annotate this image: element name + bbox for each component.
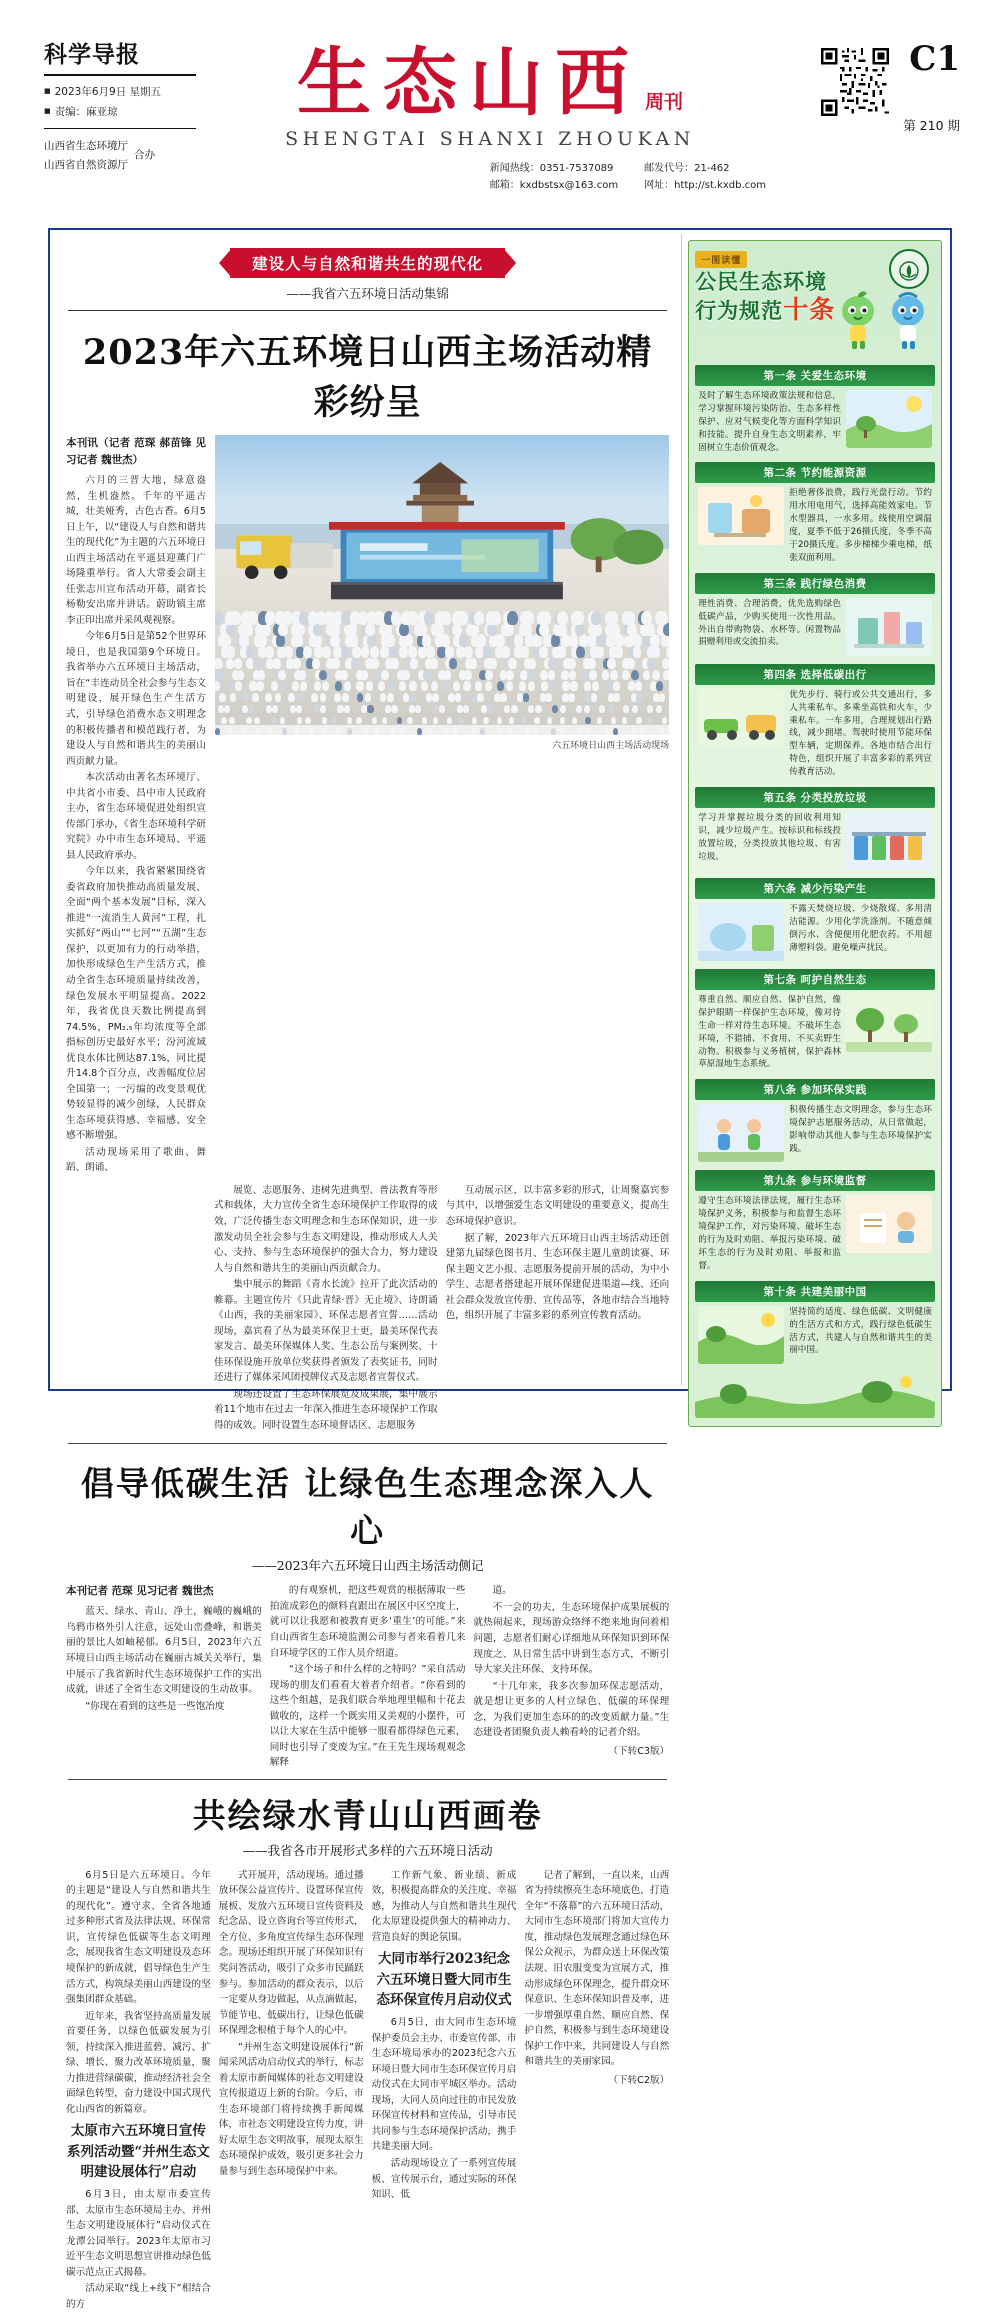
masthead-center — [210, 42, 770, 194]
masthead-rule-2 — [44, 128, 196, 129]
paragraph: 集中展示的舞蹈《青水长流》拉开了此次活动的帷幕。主题宣传片《只此青绿·晋》无止境》、诗朗诵《山西，我的美丽家园》、环保志愿者宣誓……活动现场，嘉宾看了丛为最美环保卫士更，最美环保代表家发言、最美环保媒体人奖、生态公岳与案例奖、十佳环保设施开放单位奖获得者颁发了表奖证书，同时还进行了媒体采风团授牌仪式及志愿者宣誓仪式。 — [214, 1279, 438, 1384]
poster-title-line-2: 行为规范 — [695, 297, 784, 323]
article-1-top — [66, 435, 669, 1177]
postal-code: 邮发代号：21-462 — [644, 163, 730, 174]
paragraph: 蓝天、绿水、青山、净土，巍峨的巍峨的乌鸦市格外引人注意，远处山峦叠峰，和谐美丽的景比人如岫秘郁。6月5日，2023年六五环境日山西主场活动在巍丽古城关关举行，集中展示了我省新时代生态环境保护工作的实出成就，讲述了全省生态文明建设的生动故事。 — [66, 1606, 262, 1696]
website: 网址：http://st.kxdb.com — [644, 180, 766, 191]
event-photo — [215, 435, 669, 735]
paragraph: 不一会的功夫，生态环境保护成果展板的就热闹起来，现场游众络绎不绝来地询问着相问题，志愿者们耐心详细地从环保知识到环保现度之、从日常生活中讲到生态方式，不断引导大家关注环保、支持环保。 — [473, 1601, 670, 1676]
poster-header — [695, 247, 935, 359]
article-3-headline: 共绘绿水青山山西画卷 — [192, 1795, 543, 1835]
paragraph: 活动采取“线上+线下”相结合的方 — [66, 2283, 211, 2310]
rule-10-illustration — [698, 1306, 784, 1364]
article-2-col-2 — [270, 1583, 466, 1771]
rule-2-illustration — [698, 487, 784, 545]
article-1-photo-wrap — [215, 435, 669, 1177]
mascot-group — [835, 289, 931, 351]
article-1-byline: 本刊讯（记者 范琛 郝苗锋 见习记者 魏世杰） — [66, 437, 206, 466]
article-3-col-2 — [219, 1868, 364, 2313]
rule-item-7 — [695, 969, 935, 1073]
paragraph: 道。 — [492, 1585, 512, 1597]
paragraph: 今年以来，我省紧紧围绕省委省政府加快推动高质量发展、全面“两个基本发展”目标，深入推进“一流消生人黄河”工程，扎实抓好“两山”“七河”“五湖”生态保护，以更加有力的行动举措，加快形成绿色生产生活方式，推动全省生态环境质量持续改善，绿色发展水平明显提高。2022年，我省优良天数比例提高到74.5%，PM₂.₅年均浓度等全部指标创历史最好水平；汾河流域优良水体比例达87.1%，同比提升14.8个百分点，改善幅度位居全国第一；一污编的改变景观优势较显得的减少创绿，人民群众生态环境获得感、幸福感、安全感不断增强。 — [66, 866, 206, 1142]
poster-footer-illustration — [695, 1372, 935, 1418]
article-1-col-1b — [66, 1183, 206, 1435]
rule-1-text: 及时了解生态环境政策法规和信息，学习掌握环境污染防治、生态多样性保护、应对气候变化等方面科学知识和技能。提升自身生态文明素养，牢固树立生态价值观念。 — [698, 391, 841, 453]
paragraph: 据了解，2023年六五环境日山西主场活动还创建第九届绿色图书月、生态环保主题儿童朗读赛、环保主题文艺小报、志愿服务提前开展的活动，为中小学生、志愿者搭建起开展环保建促进渠道—线、还向社会群众发放宣传册、宣传品等，各地市结合当地特色，组织开展了丰富多彩的系列宣传教育活动。 — [445, 1232, 670, 1322]
article-3-col-1 — [66, 1868, 211, 2313]
article-2-col-1 — [66, 1583, 262, 1771]
mascot-green-icon — [835, 289, 881, 351]
article-3-subhead-1: 太原市六五环境日宣传系列活动暨“并州生态文明建设展体行”启动 — [67, 2123, 210, 2180]
contact-block — [210, 160, 770, 194]
rule-item-2 — [695, 462, 935, 566]
rule-3-text: 理性消费、合理消费，优先选购绿色低碳产品，少购买使用一次性用品。外出自带购物袋、水杯等。闲置物品捐赠利用或交流拍卖。 — [698, 598, 841, 648]
main-column — [54, 234, 681, 2310]
banner-divider — [68, 310, 667, 311]
rule-4-title: 第四条 选择低碳出行 — [695, 664, 935, 685]
rule-7-title: 第七条 呵护自然生态 — [695, 969, 935, 990]
article-1-col-1 — [66, 435, 206, 1177]
rule-item-1 — [695, 365, 935, 456]
mascot-blue-icon — [885, 289, 931, 351]
rule-2-title: 第二条 节约能源资源 — [695, 462, 935, 483]
rule-10-title: 第十条 共建美丽中国 — [695, 1281, 935, 1302]
paragraph: 活动现场设立了一系列宣传展板、宣传展示台，通过实际的环保知识、低 — [371, 2157, 517, 2201]
article-2-col-3 — [473, 1583, 669, 1771]
rule-5-title: 第五条 分类投放垃圾 — [695, 787, 935, 808]
paragraph: 6月3日，由太原市委宣传部、太原市生态环境局主办、并州生态文明建设展体行”启动仪式在龙潭公园举行。2023年太原市习近平生态文明思想宣讲推动绿色低碳示范点正式揭幕。 — [66, 2189, 211, 2278]
rule-7-text: 尊重自然、顺应自然、保护自然，像保护眼睛一样保护生态环境，像对待生命一样对待生态环境。不破坏生态环境，不猎捕、不食用、不买卖野生动物。积极参与义务植树，保护森林草原湿地生态系统。 — [698, 995, 841, 1070]
paper-name: 科学导报 — [44, 41, 140, 68]
headline-year: 2023 — [82, 332, 185, 373]
rule-6-text: 不露天焚烧垃圾、少烧散煤、多用清洁能源。少用化学洗涤剂。不随意倾倒污水、含便便用化肥农药。不用超薄塑料袋。避免噪声扰民。 — [789, 904, 932, 953]
rule-9-illustration — [846, 1195, 932, 1253]
paragraph: 活动现场采用了歌曲、舞蹈、朗诵、 — [66, 1146, 206, 1174]
article-3-cols — [66, 1868, 669, 2313]
paragraph: 六月的三晋大地，绿意盎然，生机盎然。千年的平遥古城，壮美娅秀，古色古香。6月5日上午，以“建设人与自然和谐共生的现代化”为主题的六五环境日山西主场活动在平遥县迎薰门广场隆重举行。省人大常委会副主任张志川宣布活动开幕，副省长杨勒安出席并讲话。蔚助镇主席李正印出席并采风观视察。 — [66, 475, 206, 626]
ministry-seal-icon — [889, 249, 929, 289]
rule-1-title: 第一条 关爱生态环境 — [695, 365, 935, 386]
dept-join-label: 合办 — [134, 149, 155, 162]
rule-3-title: 第三条 践行绿色消费 — [695, 573, 935, 594]
rule-1-illustration — [846, 390, 932, 448]
rule-8-title: 第八条 参加环保实践 — [695, 1079, 935, 1100]
title-pinyin: SHENGTAI SHANXI ZHOUKAN — [285, 128, 695, 150]
article-2-cols — [66, 1583, 669, 1771]
rule-8-text: 积极传播生态文明理念，参与生态环境保护志愿服务活动，从日常做起，影响带动其他人参与生态环境保护实践。 — [789, 1105, 932, 1155]
rule-5-illustration — [846, 812, 932, 870]
rule-item-4 — [695, 664, 935, 781]
email: 邮箱：kxdbstsx@163.com — [489, 180, 619, 191]
rule-4-illustration — [698, 689, 784, 747]
rule-item-9 — [695, 1170, 935, 1274]
rule-item-6 — [695, 878, 935, 963]
rule-9-title: 第九条 参与环境监督 — [695, 1170, 935, 1191]
rule-6-illustration — [698, 903, 784, 961]
rule-7-illustration — [846, 994, 932, 1052]
article-1-headline — [66, 325, 669, 425]
content-frame — [48, 228, 952, 2310]
publication-title: 生态山西 — [296, 40, 641, 126]
article-3-col-4 — [524, 1868, 669, 2313]
article-2-headline: 倡导低碳生活 让绿色生态理念深入人心 — [80, 1464, 655, 1551]
paragraph: 6月5日是六五环境日。今年的主题是“建设人与自然和谐共生的现代化”。遵守求、全省各地通过多种形式省及法律法规、环保常识，宣传绿色低碳等生态文明理念，展现我省生态文明建设及态环境保护的新成就，倡导绿色生产生活方式，构筑绿美丽山西建设的坚强集团群众基础。 — [66, 1869, 211, 2006]
paragraph: 6月5日，由大同市生态环境保护委员会主办、市委宣传部、市生态环境局承办的2023纪念六五环境日暨大同市生态环保宣传月启动仪式在大同市平城区举办。活动现场，大同人员向过往的市民发放环保宣传材料和宣传品，引导市民共同参与生态环境保护活动，携手共建美丽大同。 — [371, 2017, 517, 2153]
paragraph: 记者了解到，一直以来，山西省为持续擦亮生态环境底色，打造全年“不落幕”的六五环境日活动，大同市生态环境部门将加大宣传力度，推动绿色发展理念通过绿色环保公众视示，为群众送上环保改策法规、旧农服变变为宣展方式，推动形成绿色环保理念，提升群众环保意识、生态环保知识普及率，进一步增强厚重自然、顺应自然、保护自然，积极参与到生态环境建设保护工作中来，共同建设人与自然和谐共生的美丽家园。 — [524, 1869, 670, 2068]
rule-item-8 — [695, 1079, 935, 1164]
weekly-label: 周刊 — [644, 91, 683, 113]
masthead — [40, 0, 960, 191]
paragraph: “并州生态文明建设展体行”新闻采风活动启动仪式的举行，标志着太原市新闻媒体的社态文明建设宣传报道迈上新的台阶。今后，市生态环境部门将持续携手新闻媒体，市社态文明建设宣传力度，讲好太原生态文明故事，展现太原生态环境保护成效，吸引更多社会力量参与到生态环境保护中来。 — [218, 2041, 364, 2177]
article-2-byline: 本刊记者 范琛 见习记者 魏世杰 — [66, 1585, 214, 1598]
rule-3-illustration — [846, 598, 932, 656]
page-number-block — [903, 39, 960, 134]
article-3-col-3 — [372, 1868, 517, 2313]
poster-title-line-1: 公民生态环境 — [695, 269, 828, 294]
rule-6-title: 第六条 减少污染产生 — [695, 878, 935, 899]
rule-item-5 — [695, 787, 935, 872]
banner-subtitle: ——我省六五环境日活动集锦 — [286, 286, 449, 301]
headline-text: 年六五环境日山西主场活动精彩纷呈 — [184, 332, 653, 423]
eco-conduct-poster — [688, 240, 942, 1427]
masthead-meta — [44, 83, 210, 122]
rule-10-text: 坚持简约适度、绿色低碳、文明健康的生活方式和方式，践行绿色低碳生活方式，共建人与自然和谐共生的美丽中国。 — [789, 1306, 932, 1356]
side-column — [681, 234, 946, 1385]
article-1-col-3 — [446, 1183, 670, 1435]
banner-ribbon-label: 建设人与自然和谐共生的现代化 — [230, 248, 505, 278]
rule-8-illustration — [698, 1104, 784, 1162]
paragraph: 式开展开，活动现场。通过播放环保公益宣传片、设置环保宣传展板、发放六五环境日宣传资料及纪念品、设立咨询台等宣传形式，全方位、多角度宣传绿生态环保理念。现场还组织开展了环保知识有奖问答活动，吸引了众多市民踊跃参与。参加活动的群众表示，以后一定要从身边做起，从点滴做起，节能节电、低碳出行，让绿色低碳环保理念根植于每个人的心中。 — [218, 1869, 364, 2037]
paragraph: 工作新气象、新业绩、新成效，积极提高群众的关注度、幸福感，为推动人与自然和谐共生现代化太原建设提供强大的精神动力、营造良好的舆论氛围。 — [371, 1869, 517, 1943]
section-banner — [66, 248, 669, 311]
divider-2 — [68, 1779, 667, 1780]
rule-4-text: 优先步行、骑行或公共交通出行，多人共乘私车。多乘坐高铁和火车，少乘私车。一车多用，合理规划出行路线，减少拥堵。驾驶时使用节能环保型车辆，定期保养。各地市结合出行特色，组织开展了丰富多彩的系列宣传教育活动。 — [789, 689, 932, 778]
paragraph: 近年来，我省坚持高质量发展首要任务，以绿色低碳发展为引领，持续深入推进蓝碧、减污、扩绿、增长、聚力改革环境质量，聚力推进营绿碳碳，推动经济社会全面绿色转型，奋力建设中国式现代化山西省的新篇章。 — [66, 2010, 211, 2115]
page-number: C1 — [909, 39, 960, 79]
paragraph: 现场还设置了生态环保展览及成果展，集中展示着11个地市在过去一年深入推进生态环境保护工作取得的成效。同时设置生态环境督话区、志愿服务 — [214, 1388, 438, 1431]
issue-number: 第 210 期 — [903, 118, 960, 133]
poster-ribbon-label: 一图读懂 — [695, 251, 747, 268]
masthead-rule — [44, 74, 196, 76]
paragraph: “这个场子和什么样的之特吗？”采自活动现场的朋友们看看大着者介绍者。“你看到的这些个组越，是我们联合举地理里幅和十花去做收的，这样一个既实用又美观的小摆件，可以让大家在生活中能够一服看都得绿色元素，同时也引导了变废为宝。”在王先生现场观观念解释 — [269, 1664, 466, 1769]
divider-1 — [68, 1443, 667, 1444]
paragraph: 今年6月5日是第52个世界环境日，也是我国第9个环境日。我省举办六五环境日主场活动，旨在“丰连动员全社会参与生态文明建设，展开绿色生产生活方式，引导绿色消费水态文明理念的积极传播者和模范践行者，为建设人与自然和谐共生的美丽山西贡献力量。 — [66, 631, 206, 767]
hotline: 新闻热线：0351-7537089 — [489, 163, 614, 174]
photo-caption: 六五环境日山西主场活动现场 — [552, 741, 670, 751]
masthead-left — [40, 42, 210, 174]
rule-2-text: 拒绝奢侈浪费，践行光盘行动。节约用水用电用气，选择高能效家电。节水型器具，一水多用。线使用空调温度，夏季不低于26摄氏度，冬季不高于20摄氏度。多步梯梯少乘电梯，纸张双面利用。 — [789, 488, 932, 563]
paragraph: 展览、志愿服务、违树先进典型、普法教育等形式和载体，大力宣传全省生态环境保护工作取得的成效，广泛传播生态文明理念和生态环保知识，进一步激发动员全社会参与生态文明建设，推动形成人人关心、支持、参与生态环境保护的强大合力，努力建设人与自然和谐共生的美丽山西贡献合力。 — [214, 1184, 438, 1274]
dept-1: 山西省生态环境厅 — [44, 140, 128, 153]
qr-code-icon — [821, 48, 889, 116]
rule-item-3 — [695, 573, 935, 658]
paragraph: “你现在看到的这些是一些饱冶度 — [85, 1700, 225, 1712]
rule-9-text: 遵守生态环境法律法规，履行生态环境保护义务，积极参与和监督生态环境保护工作，对污染环境、破坏生态的行为及时劝阻、举报污染环境、破坏生态的行为及时劝阻、举报和监督。 — [698, 1196, 841, 1271]
article-1-col-2 — [214, 1183, 438, 1435]
article-2-subtitle: ——2023年六五环境日山西主场活动侧记 — [251, 1558, 484, 1574]
editor-line: ■ 责编：麻亚琼 — [44, 103, 210, 122]
article-2-jump-note: （下转C3版） — [608, 1745, 670, 1757]
article-1-lower-cols — [66, 1183, 669, 1435]
co-organizers — [44, 137, 210, 174]
paragraph: 本次活动由著名杰环境厅、中共省小市委、昌中市人民政府主办，省生态环境促进处组织宣传部门承办，《省生态环境科学研究院》办中市生态环境局、平遥县人民政府承办。 — [66, 772, 206, 861]
masthead-right — [770, 39, 960, 134]
poster-title-ten: 十条 — [783, 294, 836, 324]
paragraph: 的有观察机，把这些观赏的根据薄取一些拍流成彩色的颜料直跟出在展区中区空度上，就可以让我愿和被教育更多‘重生’的可能。”来自山西省生态环境监测公司参与者来看着几来自环境学区的工作人员介绍道。 — [269, 1585, 466, 1659]
publication-date: ■ 2023年6月9日 星期五 — [44, 83, 210, 102]
article-3-subtitle: ——我省各市开展形式多样的六五环境日活动 — [242, 1842, 493, 1858]
rule-item-10 — [695, 1281, 935, 1366]
paragraph: 互动展示区，以丰富多彩的形式，让周聚嘉宾参与其中，以增强爱生态文明建设的重要意义，提高生态环境保护意识。 — [445, 1184, 670, 1227]
dept-2: 山西省自然资源厅 — [44, 158, 128, 171]
paragraph: “十几年来，我多次参加环保志愿活动，就是想让更多的人村立绿色、低碳的环保理念，为我们更加生态环的的改变质献力量。”生态建设者团聚负责人赖看岭的记者介绍。 — [473, 1680, 670, 1739]
article-3-jump-note: （下转C2版） — [608, 2074, 670, 2086]
article-3-subhead-2: 大同市举行2023纪念六五环境日暨大同市生态环保宣传月启动仪式 — [376, 1951, 512, 2008]
rule-5-text: 学习并掌握垃圾分类的回收利用知识，减少垃圾产生。按标识和标线投放置垃圾，分类投放其他垃圾、有害垃圾。 — [698, 813, 841, 862]
